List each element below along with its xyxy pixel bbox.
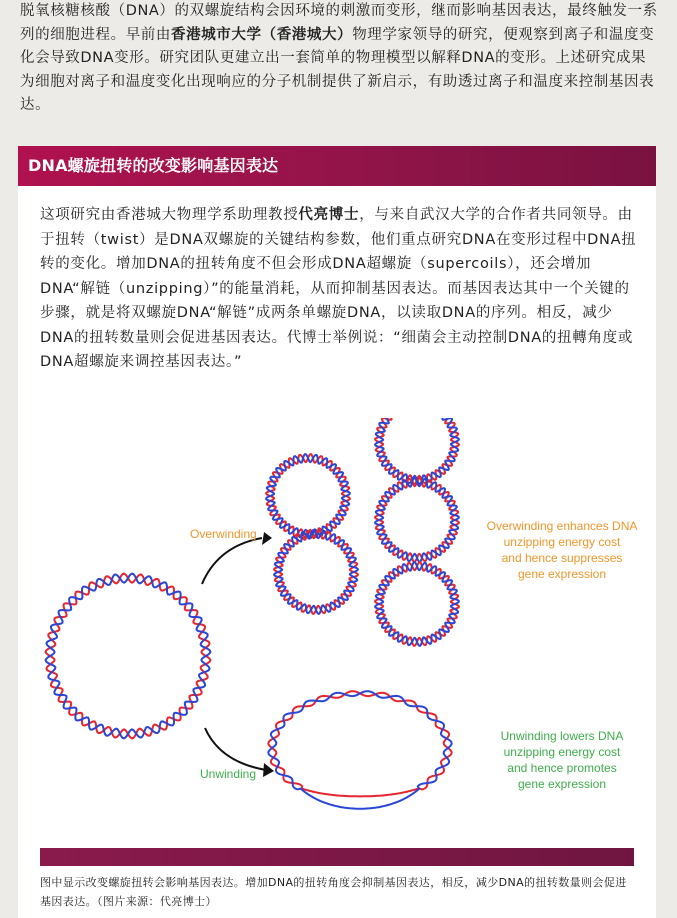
dna-supercoil-bottom — [274, 530, 358, 614]
unw-text-line4: gene expression — [517, 777, 607, 791]
dna-unwound-circle — [268, 691, 451, 809]
over-text-line4: gene expression — [517, 567, 607, 581]
intro-text-1: 脱氧核糖核酸（DNA）的双螺旋结构会因环境的刺激而变形，继而影响基因表达，最终触发一系列的细胞进程。早前由 — [20, 3, 658, 43]
paragraph-bold-name: 代亮博士 — [298, 207, 360, 223]
overwinding-arrowhead — [262, 532, 272, 545]
dna-supercoil-loop-1 — [375, 418, 459, 484]
paragraph-text-b: ，与来自武汉大学的合作者共同领导。由于扭转（twist）是DNA双螺旋的关键结构参数，他们重点研究DNA在变形过程中DNA扭转的变化。增加DNA的扭转角度不但会形成DNA超螺旋（supercoils），还会增加DNA“解链（unzipping）”的能量消耗，从而抑制基因表达。而基因表达其中一个关键的步骤，就是将双螺旋DNA“解链”成两条单螺旋DNA，以读取DNA的序列。相反，减少DNA的扭转数量则会促进基因表达。代博士举例说：“细菌会主动控制DNA的扭轉角度或DNA超螺旋来调控基因表达。” — [40, 207, 637, 370]
unw-text-line3: and hence promotes — [507, 761, 617, 775]
dna-supercoil-loop-3 — [375, 562, 459, 646]
dna-twist-figure — [40, 418, 638, 850]
dna-relaxed-circle — [46, 574, 211, 739]
paragraph-text-a: 这项研究由香港城大物理学系助理教授 — [40, 207, 299, 223]
figure-caption: 图中显示改变螺旋扭转会影响基因表达。增加DNA的扭转角度会抑制基因表达，相反，减少DNA的扭转数量则会促进基因表达。（图片来源：代亮博士） — [40, 876, 627, 908]
intro-text-2: 物理学家领导的研究，便观察到离子和温度变化会导致DNA变形。研究团队更建立出一套简单的物理模型以解释DNA的变形。上述研究成果为细胞对离子和温度变化出现响应的分子机制提供了新启示，有助透过离子和温度来控制基因表达。 — [20, 26, 655, 113]
over-text-line1: Overwinding enhances DNA — [486, 519, 638, 533]
unwinding-label: Unwinding — [200, 767, 257, 781]
dna-supercoil-loop-2 — [375, 478, 459, 562]
article-card — [18, 146, 656, 918]
section-paragraph — [40, 203, 638, 375]
unw-text-line1: Unwinding lowers DNA — [500, 729, 624, 743]
unwinding-arrow — [205, 728, 266, 770]
dna-supercoil-top — [266, 454, 350, 538]
overwinding-label: Overwinding — [190, 527, 257, 541]
intro-bold-cityu: 香港城市大学（香港城大） — [171, 26, 353, 43]
intro-paragraph — [20, 0, 660, 118]
figure-caption-bar — [40, 848, 634, 866]
overwinding-arrow — [202, 538, 262, 584]
over-text-line2: unzipping energy cost — [503, 535, 621, 549]
over-text-line3: and hence suppresses — [501, 551, 623, 565]
unw-text-line2: unzipping energy cost — [503, 745, 621, 759]
section-heading: DNA螺旋扭转的改变影响基因表达 — [18, 146, 656, 186]
